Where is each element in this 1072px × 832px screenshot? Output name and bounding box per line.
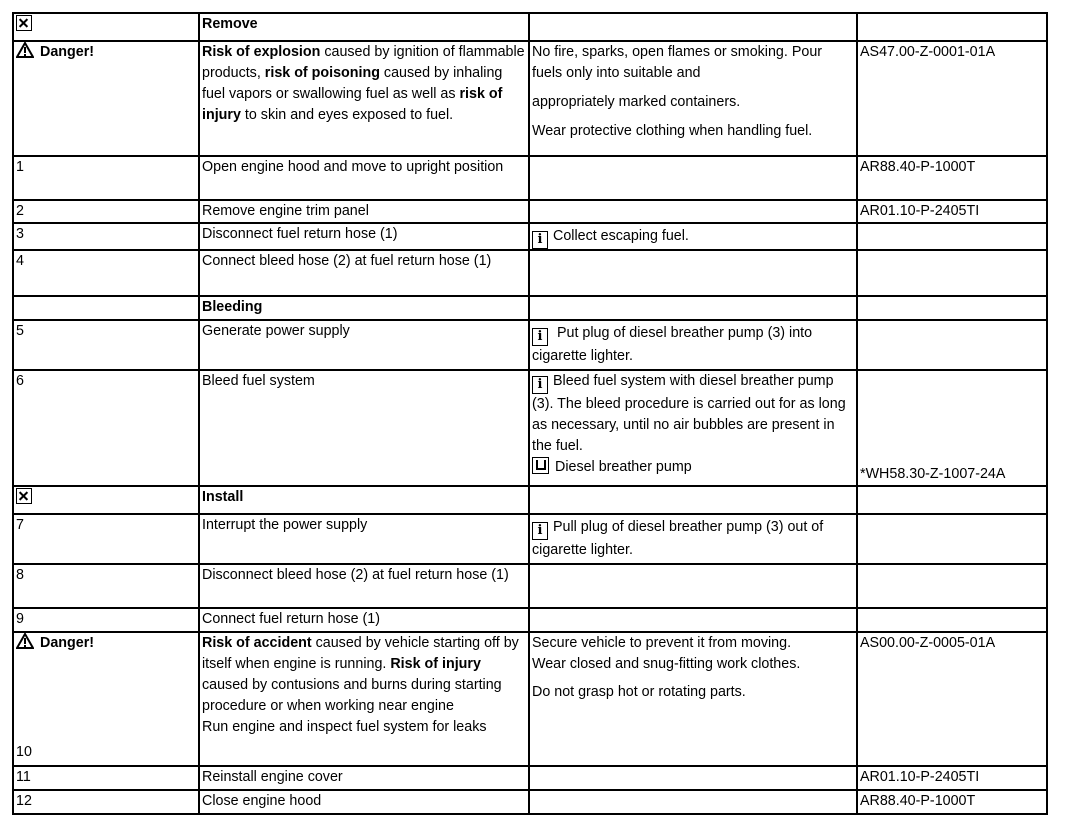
action-cell (199, 608, 529, 632)
step-number: 7 (16, 517, 24, 533)
step-cell (13, 320, 199, 370)
step-text: Remove engine trim panel (202, 203, 369, 219)
risk-text (202, 635, 519, 714)
action-cell (199, 13, 529, 41)
step-number: 3 (16, 226, 24, 242)
note-cell (529, 370, 857, 486)
note-cell (529, 790, 857, 814)
note-cell (529, 223, 857, 250)
step-text: Close engine hood (202, 793, 322, 809)
risk-part: risk of injury (202, 86, 503, 123)
step-note (532, 323, 854, 367)
table-row (13, 200, 1047, 223)
action-cell (199, 766, 529, 790)
step-cell (13, 223, 199, 250)
note-text: Collect escaping fuel. (553, 228, 689, 244)
table-row (13, 13, 1047, 41)
step-cell (13, 370, 199, 486)
section-title: Remove (202, 16, 258, 32)
warning-triangle-icon (16, 633, 34, 649)
safety-measure: appropriately marked containers. (532, 94, 741, 110)
reference-code: AR01.10-P-2405TI (860, 769, 980, 785)
action-cell (199, 370, 529, 486)
info-icon: i (532, 231, 548, 249)
tool-icon (16, 15, 32, 31)
danger-label: Danger! (40, 635, 95, 651)
reference-cell (857, 486, 1047, 514)
step-cell (13, 514, 199, 564)
note-text: Bleed fuel system with diesel breather pump (3). The bleed procedure is carried out for as long as necessary, until no air bubbles are present in the fuel. (532, 373, 846, 454)
danger-label: Danger! (40, 44, 95, 60)
action-cell (199, 200, 529, 223)
reference-cell (857, 790, 1047, 814)
procedure-table (12, 12, 1048, 815)
reference-cell (857, 632, 1047, 766)
tool-label: Diesel breather pump (555, 459, 692, 475)
table-row (13, 370, 1047, 486)
risk-part: Risk of injury (390, 656, 481, 672)
step-number: 12 (16, 793, 32, 809)
action-cell (199, 486, 529, 514)
step-text: Open engine hood and move to upright position (202, 159, 504, 175)
reference-cell (857, 320, 1047, 370)
action-cell (199, 320, 529, 370)
reference-cell (857, 41, 1047, 156)
step-text: Disconnect fuel return hose (1) (202, 226, 398, 242)
action-cell (199, 564, 529, 608)
step-cell (13, 608, 199, 632)
risk-part: caused by ignition of flammable products, (202, 44, 525, 81)
note-cell (529, 632, 857, 766)
reference-code: *WH58.30-Z-1007-24A (860, 466, 1006, 482)
action-cell (199, 296, 529, 320)
table-row (13, 296, 1047, 320)
step-number: 5 (16, 323, 24, 339)
note-cell (529, 200, 857, 223)
table-row (13, 514, 1047, 564)
table-row (13, 486, 1047, 514)
safety-measure: Wear closed and snug-fitting work clothes. (532, 656, 801, 672)
reference-code: AR88.40-P-1000T (860, 793, 976, 809)
section-title: Install (202, 489, 244, 505)
table-row (13, 564, 1047, 608)
reference-cell (857, 200, 1047, 223)
step-cell (13, 486, 199, 514)
reference-cell (857, 608, 1047, 632)
info-icon: i (532, 376, 548, 394)
step-text: Run engine and inspect fuel system for leaks (202, 719, 487, 735)
step-number: 4 (16, 253, 24, 269)
special-tool-icon (532, 457, 549, 474)
action-cell (199, 790, 529, 814)
step-text: Connect bleed hose (2) at fuel return hose (1) (202, 253, 492, 269)
step-cell (13, 250, 199, 296)
reference-cell (857, 250, 1047, 296)
safety-measure: Do not grasp hot or rotating parts. (532, 684, 746, 700)
step-cell (13, 41, 199, 156)
step-cell (13, 200, 199, 223)
note-cell (529, 250, 857, 296)
table-row (13, 766, 1047, 790)
table-row (13, 41, 1047, 156)
action-cell (199, 223, 529, 250)
risk-part: caused by contusions and burns during starting procedure or when working near engine (202, 677, 502, 714)
step-text: Interrupt the power supply (202, 517, 368, 533)
step-cell (13, 296, 199, 320)
reference-code: AS47.00-Z-0001-01A (860, 44, 996, 60)
note-cell (529, 156, 857, 200)
table-row (13, 608, 1047, 632)
tool-icon (16, 488, 32, 504)
note-cell (529, 766, 857, 790)
info-icon: i (532, 328, 548, 346)
note-cell (529, 13, 857, 41)
risk-part: Risk of accident (202, 635, 312, 651)
note-text: Pull plug of diesel breather pump (3) out of cigarette lighter. (532, 519, 824, 558)
reference-cell (857, 13, 1047, 41)
note-cell (529, 41, 857, 156)
step-number: 6 (16, 373, 24, 389)
step-cell (13, 632, 199, 766)
step-note (532, 226, 854, 249)
table-row (13, 632, 1047, 766)
step-cell (13, 13, 199, 41)
reference-cell (857, 223, 1047, 250)
section-title: Bleeding (202, 299, 263, 315)
step-cell (13, 156, 199, 200)
table-row (13, 223, 1047, 250)
reference-code: AR01.10-P-2405TI (860, 203, 980, 219)
note-cell (529, 320, 857, 370)
special-tool (532, 457, 854, 478)
action-cell (199, 632, 529, 766)
step-cell (13, 790, 199, 814)
risk-part: caused by vehicle starting off by itself when engine is running. (202, 635, 519, 672)
action-cell (199, 250, 529, 296)
action-cell (199, 156, 529, 200)
risk-text (202, 44, 525, 123)
step-number: 8 (16, 567, 24, 583)
step-number: 10 (16, 744, 32, 760)
note-cell (529, 296, 857, 320)
note-cell (529, 486, 857, 514)
note-cell (529, 564, 857, 608)
step-number: 2 (16, 203, 24, 219)
note-cell (529, 514, 857, 564)
step-number: 11 (16, 769, 31, 785)
warning-triangle-icon (16, 42, 34, 58)
step-text: Reinstall engine cover (202, 769, 343, 785)
step-cell (13, 766, 199, 790)
info-icon: i (532, 522, 548, 540)
step-note (532, 517, 854, 561)
step-number: 1 (16, 159, 24, 175)
step-text: Generate power supply (202, 323, 350, 339)
risk-part: Risk of explosion (202, 44, 321, 60)
safety-measure: Secure vehicle to prevent it from moving. (532, 635, 792, 651)
action-cell (199, 41, 529, 156)
action-cell (199, 514, 529, 564)
reference-code: AS00.00-Z-0005-01A (860, 635, 996, 651)
risk-part: risk of poisoning (264, 65, 380, 81)
step-cell (13, 564, 199, 608)
risk-part: to skin and eyes exposed to fuel. (240, 107, 454, 123)
step-number: 9 (16, 611, 24, 627)
reference-cell (857, 370, 1047, 486)
reference-cell (857, 296, 1047, 320)
safety-measure: No fire, sparks, open flames or smoking. Pour fuels only into suitable and (532, 44, 823, 81)
table-row (13, 250, 1047, 296)
risk-part: caused by inhaling fuel vapors or swallowing fuel as well as (202, 65, 503, 102)
note-text: Put plug of diesel breather pump (3) into cigarette lighter. (532, 325, 813, 364)
reference-code: AR88.40-P-1000T (860, 159, 976, 175)
reference-cell (857, 514, 1047, 564)
step-text: Bleed fuel system (202, 373, 315, 389)
reference-cell (857, 766, 1047, 790)
reference-cell (857, 156, 1047, 200)
table-row (13, 320, 1047, 370)
note-cell (529, 608, 857, 632)
step-text: Disconnect bleed hose (2) at fuel return hose (1) (202, 567, 509, 583)
step-text: Connect fuel return hose (1) (202, 611, 381, 627)
table-row (13, 156, 1047, 200)
table-row (13, 790, 1047, 814)
safety-measure: Wear protective clothing when handling fuel. (532, 123, 813, 139)
reference-cell (857, 564, 1047, 608)
step-note (532, 371, 854, 457)
